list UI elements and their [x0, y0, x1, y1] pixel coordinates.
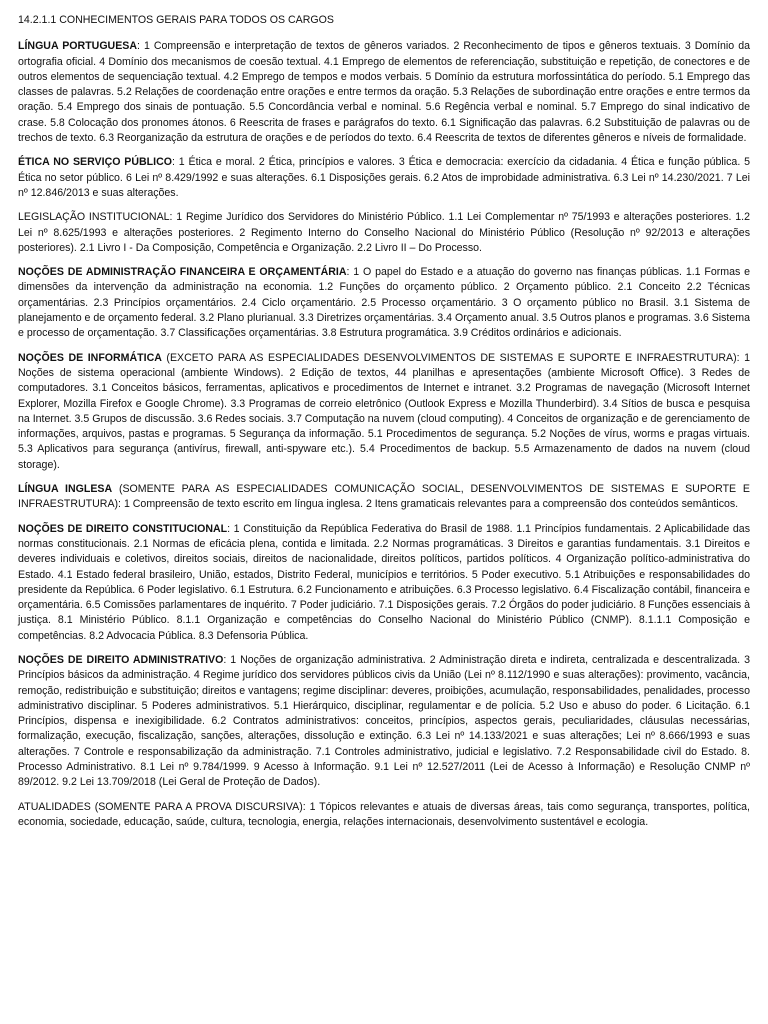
section-direito-constitucional: [18, 522, 750, 644]
section-title: NOÇÕES DE DIREITO CONSTITUCIONAL: [18, 522, 228, 535]
section-legislacao-institucional: [18, 210, 750, 256]
document-page: [18, 13, 750, 830]
section-administracao-financeira: [18, 265, 750, 341]
section-title: NOÇÕES DE DIREITO ADMINISTRATIVO: [18, 653, 224, 666]
section-title: LEGISLAÇÃO INSTITUCIONAL: [18, 211, 170, 224]
section-text: : 1 Tópicos relevantes e atuais de diversas áreas, tais como segurança, transportes, política, economia, sociedade, educação, saúde, cultura, tecnologia, energia, relações internacionais, desenvolvimento sustentável e ecologia.: [18, 800, 751, 828]
section-atualidades: [18, 800, 750, 831]
section-text: : 1 Ética e moral. 2 Ética, princípios e valores. 3 Ética e democracia: exercício da cidadania. 4 Ética e função pública. 5 Ética no setor público. 6 Lei nº 8.429/1992 e suas alterações. 6.1 Disposições gerais. 6.2 Atos de improbidade administrativa. 6.3 Lei nº 14.230/2021. 7 Lei nº 12.846/2013 e suas alterações.: [18, 156, 751, 199]
section-lingua-portuguesa: [18, 39, 750, 146]
section-text: (SOMENTE PARA AS ESPECIALIDADES COMUNICAÇÃO SOCIAL, DESENVOLVIMENTOS DE SISTEMAS E SUPORTE E INFRAESTRUTURA): 1 Compreensão de texto escrito em língua inglesa. 2 Itens gramaticais relevantes para a compreensão dos conteúdos semânticos.: [18, 483, 750, 511]
section-title: NOÇÕES DE ADMINISTRAÇÃO FINANCEIRA E ORÇAMENTÁRIA: [18, 266, 347, 279]
section-title: LÍNGUA PORTUGUESA: [18, 40, 137, 53]
section-direito-administrativo: [18, 653, 750, 791]
section-text: : 1 Regime Jurídico dos Servidores do Ministério Público. 1.1 Lei Complementar nº 75/1993 e alterações posteriores. 1.2 Lei nº 8.625/1993 e alterações posteriores. 2 Regimento Interno do Conselho Nacional do Ministério Público (Resolução nº 92/2013 e alterações posteriores). 2.1 Livro I - Da Composição, Competência e Organização. 2.2 Livro II – Do Processo.: [18, 211, 750, 254]
section-informatica: [18, 351, 750, 473]
section-text: : 1 Constituição da República Federativa do Brasil de 1988. 1.1 Princípios fundamentais. 2 Aplicabilidade das normas constitucionais. 2.1 Normas de eficácia plena, contida e limitada. 2.2 Normas programáticas. 3 Direitos e garantias fundamentais. 3.1 Direitos e deveres individuais e coletivos, direitos sociais, direitos de nacionalidade, direitos políticos, partidos políticos. 4 Organização político-administrativa do Estado. 4.1 Estado federal brasileiro, União, estados, Distrito Federal, municípios e territórios. 5 Poder executivo. 5.1 Atribuições e responsabilidades do presidente da República. 6 Poder legislativo. 6.1 Estrutura. 6.2 Funcionamento e atribuições. 6.3 Processo legislativo. 6.4 Fiscalização contábil, financeira e orçamentária. 6.5 Comissões parlamentares de inquérito. 7 Poder judiciário. 7.1 Disposições gerais. 7.2 Órgãos do poder judiciário. 8 Funções essenciais à justiça. 8.1 Ministério Público. 8.1.1 Organização e competências do Conselho Nacional do Ministério Público (CNMP). 8.1.1.1 Composição e competências. 8.2 Advocacia Pública. 8.3 Defensoria Pública.: [18, 522, 750, 642]
section-etica-servico-publico: [18, 155, 750, 201]
section-title: NOÇÕES DE INFORMÁTICA: [18, 351, 162, 364]
section-title: ÉTICA NO SERVIÇO PÚBLICO: [18, 156, 172, 169]
section-lingua-inglesa: [18, 482, 750, 513]
section-title: LÍNGUA INGLESA: [18, 483, 113, 496]
section-text: : 1 Noções de organização administrativa. 2 Administração direta e indireta, centralizada e descentralizada. 3 Princípios básicos da administração. 4 Regime jurídico dos servidores públicos civis da União (Lei nº 8.112/1990 e suas alterações): provimento, vacância, remoção, redistribuição e substituição; direitos e vantagens; regime disciplinar: deveres, proibições, acumulação, responsabilidades, penalidades, processo administrativo disciplinar. 5 Poderes administrativos. 5.1 Hierárquico, disciplinar, regulamentar e de polícia. 5.2 Uso e abuso do poder. 6 Licitação. 6.1 Princípios, dispensa e inexigibilidade. 6.2 Contratos administrativos: conceitos, princípios, aspectos gerais, peculiaridades, cláusulas necessárias, formalização, execução, fiscalização, sanções, alterações, dissolução e extinção. 6.3 Lei nº 14.133/2021 e suas alterações; Lei nº 8.666/1993 e suas alterações. 7 Controle e responsabilização da administração. 7.1 Controles administrativo, judicial e legislativo. 7.2 Responsabilidade civil do Estado. 8. Processo Administrativo. 8.1 Lei nº 9.784/1999. 9 Acesso à Informação. 9.1 Lei nº 12.527/2011 (Lei de Acesso à Informação) e Resolução CNMP nº 89/2012. 9.2 Lei 13.709/2018 (Lei Geral de Proteção de Dados).: [18, 653, 750, 789]
section-title: ATUALIDADES (SOMENTE PARA A PROVA DISCURSIVA): [18, 800, 303, 813]
document-heading: 14.2.1.1 CONHECIMENTOS GERAIS PARA TODOS OS CARGOS: [18, 14, 334, 26]
section-text: (EXCETO PARA AS ESPECIALIDADES DESENVOLVIMENTOS DE SISTEMAS E SUPORTE E INFRAESTRUTURA): 1 Noções de sistema operacional (ambiente Windows). 2 Edição de textos, 44 planilhas e apresentações (ambiente Microsoft Office). 3 Redes de computadores. 3.1 Conceitos básicos, ferramentas, aplicativos e procedimentos de Internet e intranet. 3.2 Programas de navegação (Microsoft Internet Explorer, Mozilla Firefox e Google Chrome). 3.3 Programas de correio eletrônico (Outlook Express e Mozilla Thunderbird). 3.4 Sítios de busca e pesquisa na Internet. 3.5 Grupos de discussão. 3.6 Redes sociais. 3.7 Computação na nuvem (cloud computing). 4 Conceitos de organização e de gerenciamento de informações, arquivos, pastas e programas. 5 Segurança da informação. 5.1 Procedimentos de segurança. 5.2 Noções de vírus, worms e pragas virtuais. 5.3 Aplicativos para segurança (antivírus, firewall, anti-spyware etc.). 5.4 Procedimentos de backup. 5.5 Armazenamento de dados na nuvem (cloud storage).: [18, 351, 750, 471]
section-text: : 1 Compreensão e interpretação de textos de gêneros variados. 2 Reconhecimento de tipos e gêneros textuais. 3 Domínio da ortografia oficial. 4 Domínio dos mecanismos de coesão textual. 4.1 Emprego de elementos de referenciação, substituição e repetição, de conectores e de outros elementos de sequenciação textual. 4.2 Emprego de tempos e modos verbais. 5 Domínio da estrutura morfossintática do período. 5.1 Emprego das classes de palavras. 5.2 Relações de coordenação entre orações e entre termos da oração. 5.3 Relações de subordinação entre orações e entre termos da oração. 5.4 Emprego dos sinais de pontuação. 5.5 Concordância verbal e nominal. 5.6 Regência verbal e nominal. 5.7 Emprego do sinal indicativo de crase. 5.8 Colocação dos pronomes átonos. 6 Reescrita de frases e parágrafos do texto. 6.1 Significação das palavras. 6.2 Substituição de palavras ou de trechos de texto. 6.3 Reorganização da estrutura de orações e de períodos do texto. 6.4 Reescrita de textos de diferentes gêneros e níveis de formalidade.: [18, 40, 750, 145]
section-text: : 1 O papel do Estado e a atuação do governo nas finanças públicas. 1.1 Formas e dimensões da intervenção da administração na economia. 1.2 Funções do orçamento público. 2 Orçamento público. 2.1 Conceito 2.2 Técnicas orçamentárias. 2.3 Princípios orçamentários. 2.4 Ciclo orçamentário. 2.5 Processo orçamentário. 3 O orçamento público no Brasil. 3.1 Sistema de planejamento e de orçamento federal. 3.2 Plano plurianual. 3.3 Diretrizes orçamentárias. 3.4 Orçamento anual. 3.5 Outros planos e programas. 3.6 Sistema e processo de orçamentação. 3.7 Classificações orçamentárias. 3.8 Estrutura programática. 3.9 Créditos ordinários e adicionais.: [18, 266, 750, 340]
